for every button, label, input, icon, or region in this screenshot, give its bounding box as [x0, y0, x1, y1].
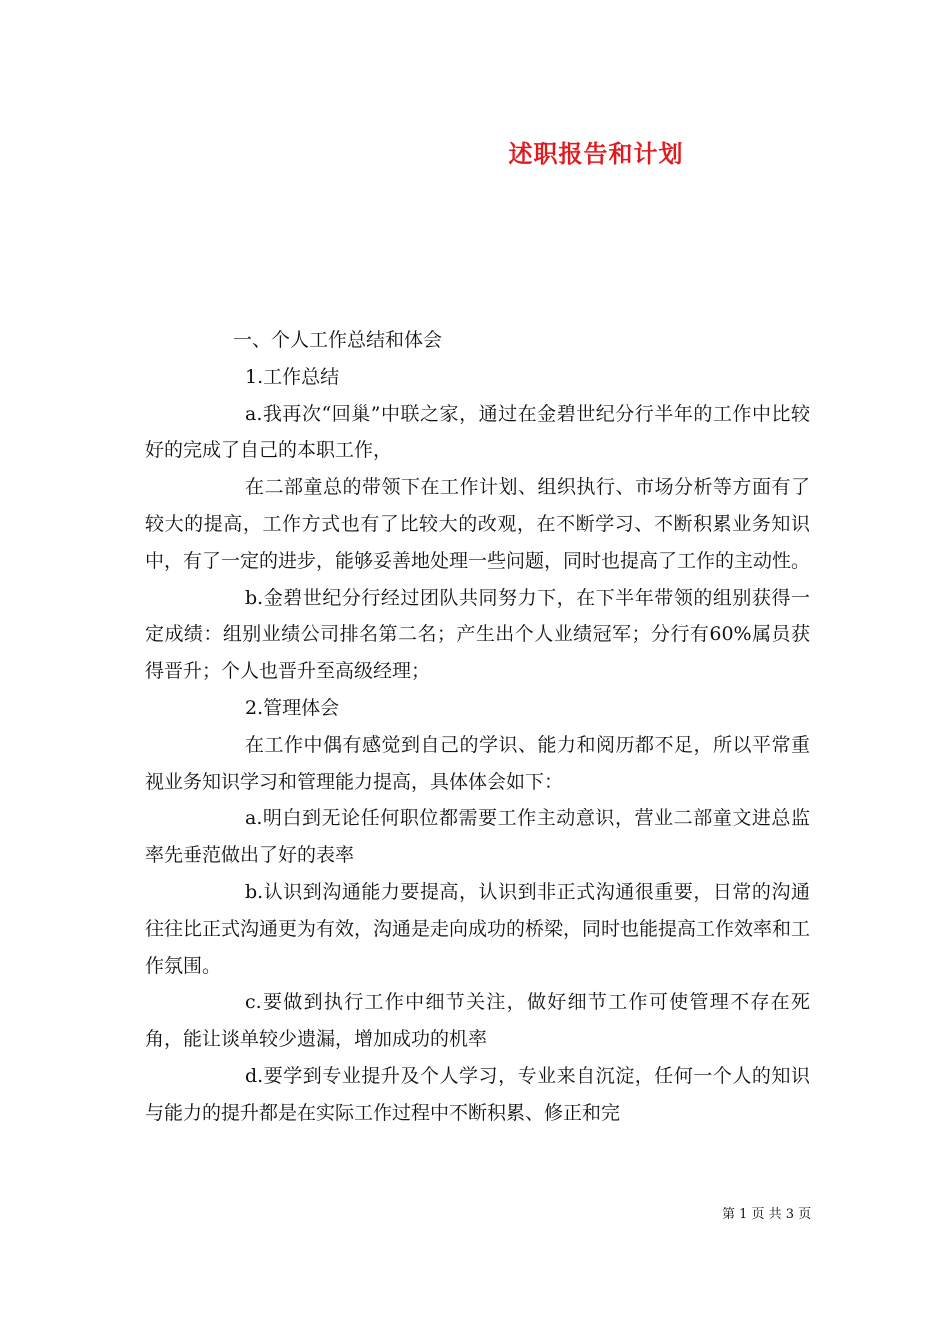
- section-heading: 一、个人工作总结和体会: [233, 329, 443, 351]
- paragraph: 在二部童总的带领下在工作计划、组织执行、市场分析等方面有了较大的提高，工作方式也有了比较大的改观，在不断学习、不断积累业务知识中，有了一定的进步，能够妥善地处理一些问题，同时也提高了工作的主动性。: [145, 476, 811, 572]
- paragraph: a.我再次“回巢”中联之家，通过在金碧世纪分行半年的工作中比较好的完成了自己的本职工作，: [145, 402, 810, 462]
- paragraph: b.金碧世纪分行经过团队共同努力下，在下半年带领的组别获得一定成绩：组别业绩公司排名第二名；产生出个人业绩冠军；分行有60%属员获得晋升；个人也晋升至高级经理；: [145, 586, 810, 683]
- paragraph: 在工作中偶有感觉到自己的学识、能力和阅历都不足，所以平常重视业务知识学习和管理能力提高，具体体会如下：: [145, 733, 810, 793]
- subsection-heading-management: 2.管理体会: [245, 696, 340, 719]
- paragraph: c.要做到执行工作中细节关注，做好细节工作可使管理不存在死角，能让谈单较少遗漏，增加成功的机率: [145, 991, 810, 1051]
- page-footer: 第 1 页 共 3 页: [722, 1207, 812, 1222]
- paragraph: b.认识到沟通能力要提高，认识到非正式沟通很重要，日常的沟通往往比正式沟通更为有效，沟通是走向成功的桥梁，同时也能提高工作效率和工作氛围。: [145, 880, 811, 977]
- subsection-heading-work-summary: 1.工作总结: [245, 365, 340, 388]
- paragraph: a.明白到无论任何职位都需要工作主动意识，营业二部童文进总监率先垂范做出了好的表率: [145, 807, 810, 867]
- paragraph: d.要学到专业提升及个人学习，专业来自沉淀，任何一个人的知识与能力的提升都是在实际工作过程中不断积累、修正和完: [145, 1064, 810, 1124]
- document-body: [145, 322, 810, 1132]
- document-title: 述职报告和计划: [508, 139, 684, 168]
